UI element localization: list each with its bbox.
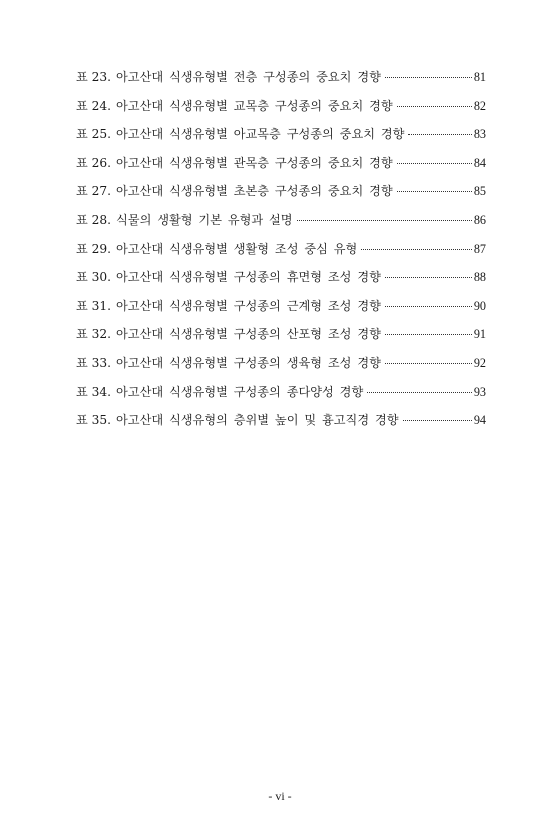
entry-title: 아고산대 식생유형별 구성종의 산포형 조성 경향 xyxy=(116,327,381,342)
entry-page-number: 91 xyxy=(473,327,486,342)
entry-title: 아고산대 식생유형별 구성종의 종다양성 경향 xyxy=(116,384,364,399)
dot-leader xyxy=(367,392,472,393)
entry-label: 표 35. xyxy=(76,413,112,428)
toc-entry-table-25[interactable] xyxy=(76,125,486,154)
entry-label: 표 23. xyxy=(76,70,112,84)
dot-leader xyxy=(297,220,472,221)
entry-page-number: 93 xyxy=(473,384,486,399)
toc-entry-table-34[interactable] xyxy=(76,383,486,412)
toc-entry-table-33[interactable] xyxy=(76,354,486,383)
entry-label: 표 31. xyxy=(76,298,112,313)
entry-label: 표 28. xyxy=(76,212,112,227)
entry-page-number: 83 xyxy=(473,127,486,142)
dot-leader xyxy=(361,249,471,250)
entry-label: 표 27. xyxy=(76,184,112,199)
toc-entry-table-28[interactable] xyxy=(76,211,486,240)
dot-leader xyxy=(397,106,472,107)
entry-title: 아고산대 식생유형의 층위별 높이 및 흉고직경 경향 xyxy=(116,413,399,428)
entry-label: 표 29. xyxy=(76,241,112,256)
entry-title: 아고산대 식생유형별 아교목층 구성종의 중요치 경향 xyxy=(116,127,405,142)
entry-title: 아고산대 식생유형별 관목층 구성종의 중요치 경향 xyxy=(116,155,393,170)
entry-title: 식물의 생활형 기본 유형과 설명 xyxy=(116,212,293,227)
entry-title: 아고산대 식생유형별 초본층 구성종의 중요치 경향 xyxy=(116,184,393,199)
dot-leader xyxy=(385,306,472,307)
entry-page-number: 92 xyxy=(473,355,486,370)
dot-leader xyxy=(385,334,472,335)
toc-entry-table-26[interactable] xyxy=(76,154,486,183)
dot-leader xyxy=(397,163,472,164)
toc-entry-table-27[interactable] xyxy=(76,182,486,211)
entry-title: 아고산대 식생유형별 전층 구성종의 중요치 경향 xyxy=(116,70,381,84)
dot-leader xyxy=(397,191,472,192)
toc-entry-table-29[interactable] xyxy=(76,240,486,269)
toc-entry-table-24[interactable] xyxy=(76,97,486,126)
entry-title: 아고산대 식생유형별 구성종의 휴면형 조성 경향 xyxy=(116,270,381,285)
entry-title: 아고산대 식생유형별 교목층 구성종의 중요치 경향 xyxy=(116,98,393,113)
entry-label: 표 34. xyxy=(76,384,112,399)
entry-page-number: 87 xyxy=(473,241,486,256)
dot-leader xyxy=(403,420,472,421)
entry-label: 표 26. xyxy=(76,155,112,170)
entry-page-number: 88 xyxy=(473,270,486,285)
table-of-contents xyxy=(76,68,486,440)
entry-page-number: 84 xyxy=(473,155,486,170)
dot-leader xyxy=(385,363,472,364)
entry-page-number: 90 xyxy=(473,298,486,313)
entry-label: 표 25. xyxy=(76,127,112,142)
entry-page-number: 94 xyxy=(473,413,486,428)
dot-leader xyxy=(385,77,472,78)
toc-entry-table-30[interactable] xyxy=(76,268,486,297)
dot-leader xyxy=(385,277,472,278)
toc-entry-table-35[interactable] xyxy=(76,411,486,440)
entry-label: 표 32. xyxy=(76,327,112,342)
entry-title: 아고산대 식생유형별 구성종의 생육형 조성 경향 xyxy=(116,355,381,370)
entry-label: 표 30. xyxy=(76,270,112,285)
entry-title: 아고산대 식생유형별 구성종의 근계형 조성 경향 xyxy=(116,298,381,313)
entry-page-number: 81 xyxy=(473,70,486,84)
entry-title: 아고산대 식생유형별 생활형 조성 중심 유형 xyxy=(116,241,358,256)
entry-page-number: 85 xyxy=(473,184,486,199)
page-number-footer: - vi - xyxy=(268,789,292,803)
entry-page-number: 86 xyxy=(473,212,486,227)
toc-entry-table-32[interactable] xyxy=(76,325,486,354)
dot-leader xyxy=(408,134,471,135)
entry-label: 표 33. xyxy=(76,355,112,370)
entry-label: 표 24. xyxy=(76,98,112,113)
toc-entry-table-31[interactable] xyxy=(76,297,486,326)
toc-entry-table-23[interactable] xyxy=(76,68,486,97)
entry-page-number: 82 xyxy=(473,98,486,113)
